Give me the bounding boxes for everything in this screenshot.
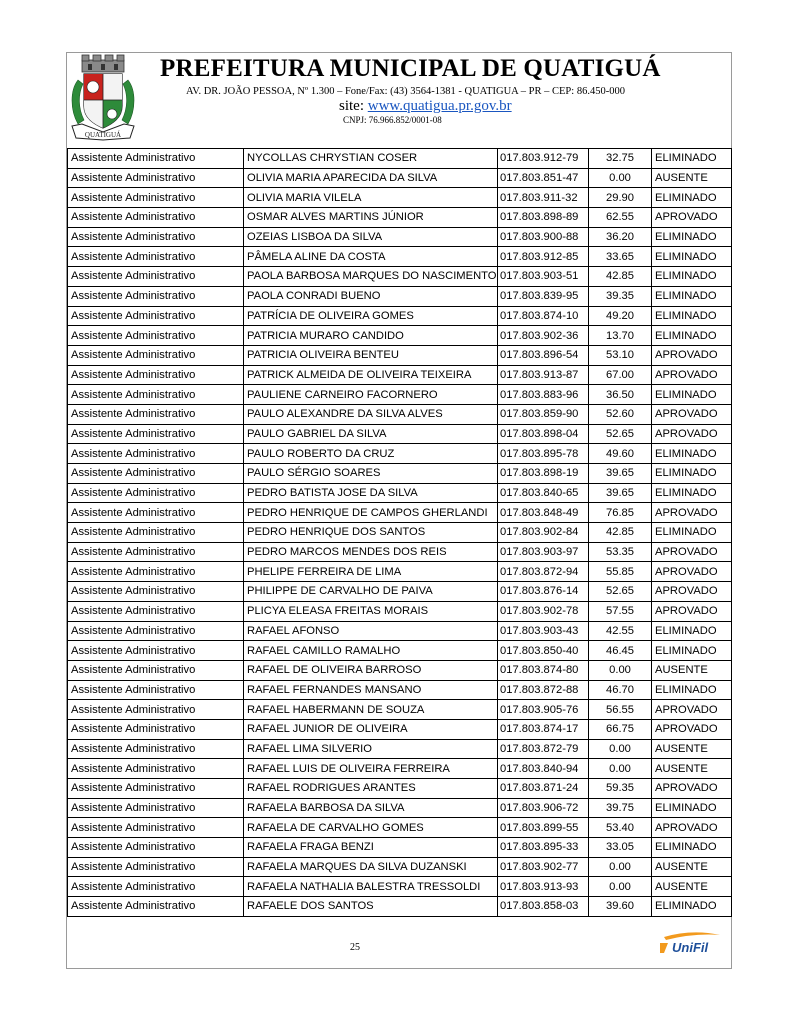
cargo-cell: Assistente Administrativo bbox=[68, 286, 244, 306]
status-cell: AUSENTE bbox=[652, 660, 732, 680]
score-cell: 49.60 bbox=[589, 444, 652, 464]
status-cell: ELIMINADO bbox=[652, 897, 732, 917]
name-cell: OLIVIA MARIA APARECIDA DA SILVA bbox=[244, 168, 498, 188]
cargo-cell: Assistente Administrativo bbox=[68, 149, 244, 169]
name-cell: PAOLA BARBOSA MARQUES DO NASCIMENTO bbox=[244, 267, 498, 287]
score-cell: 39.65 bbox=[589, 483, 652, 503]
name-cell: OLIVIA MARIA VILELA bbox=[244, 188, 498, 208]
status-cell: AUSENTE bbox=[652, 739, 732, 759]
cargo-cell: Assistente Administrativo bbox=[68, 503, 244, 523]
table-row bbox=[68, 582, 732, 602]
table-row bbox=[68, 523, 732, 543]
registration-cell: 017.803.840-65 bbox=[498, 483, 589, 503]
registration-cell: 017.803.871-24 bbox=[498, 779, 589, 799]
registration-cell: 017.803.900-88 bbox=[498, 227, 589, 247]
name-cell: PATRICK ALMEIDA DE OLIVEIRA TEIXEIRA bbox=[244, 365, 498, 385]
score-cell: 46.70 bbox=[589, 680, 652, 700]
score-cell: 39.65 bbox=[589, 464, 652, 484]
registration-cell: 017.803.874-17 bbox=[498, 719, 589, 739]
status-cell: AUSENTE bbox=[652, 759, 732, 779]
score-cell: 39.35 bbox=[589, 286, 652, 306]
status-cell: ELIMINADO bbox=[652, 444, 732, 464]
registration-cell: 017.803.912-79 bbox=[498, 149, 589, 169]
registration-cell: 017.803.851-47 bbox=[498, 168, 589, 188]
table-row bbox=[68, 621, 732, 641]
score-cell: 42.55 bbox=[589, 621, 652, 641]
table-row bbox=[68, 542, 732, 562]
table-row bbox=[68, 601, 732, 621]
table-row bbox=[68, 562, 732, 582]
status-cell: ELIMINADO bbox=[652, 641, 732, 661]
score-cell: 57.55 bbox=[589, 601, 652, 621]
cargo-cell: Assistente Administrativo bbox=[68, 798, 244, 818]
score-cell: 67.00 bbox=[589, 365, 652, 385]
status-cell: APROVADO bbox=[652, 208, 732, 228]
name-cell: RAFAEL CAMILLO RAMALHO bbox=[244, 641, 498, 661]
site-link[interactable]: www.quatigua.pr.gov.br bbox=[367, 98, 512, 114]
crest-ribbon-text: QUATIGUÁ bbox=[84, 131, 122, 139]
status-cell: ELIMINADO bbox=[652, 188, 732, 208]
score-cell: 0.00 bbox=[589, 660, 652, 680]
cnpj-line: CNPJ: 76.966.852/0001-08 bbox=[343, 115, 442, 125]
table-row bbox=[68, 385, 732, 405]
registration-cell: 017.803.898-04 bbox=[498, 424, 589, 444]
table-row bbox=[68, 365, 732, 385]
cargo-cell: Assistente Administrativo bbox=[68, 759, 244, 779]
table-row bbox=[68, 345, 732, 365]
name-cell: NYCOLLAS CHRYSTIAN COSER bbox=[244, 149, 498, 169]
score-cell: 46.45 bbox=[589, 641, 652, 661]
status-cell: AUSENTE bbox=[652, 877, 732, 897]
score-cell: 53.35 bbox=[589, 542, 652, 562]
cargo-cell: Assistente Administrativo bbox=[68, 719, 244, 739]
status-cell: APROVADO bbox=[652, 779, 732, 799]
score-cell: 55.85 bbox=[589, 562, 652, 582]
registration-cell: 017.803.872-88 bbox=[498, 680, 589, 700]
cargo-cell: Assistente Administrativo bbox=[68, 385, 244, 405]
score-cell: 62.55 bbox=[589, 208, 652, 228]
registration-cell: 017.803.895-33 bbox=[498, 838, 589, 858]
table-row bbox=[68, 857, 732, 877]
registration-cell: 017.803.858-03 bbox=[498, 897, 589, 917]
status-cell: APROVADO bbox=[652, 719, 732, 739]
cargo-cell: Assistente Administrativo bbox=[68, 838, 244, 858]
registration-cell: 017.803.848-49 bbox=[498, 503, 589, 523]
name-cell: RAFAEL AFONSO bbox=[244, 621, 498, 641]
results-table-body bbox=[68, 149, 732, 917]
status-cell: ELIMINADO bbox=[652, 483, 732, 503]
table-row bbox=[68, 503, 732, 523]
table-row bbox=[68, 759, 732, 779]
cargo-cell: Assistente Administrativo bbox=[68, 700, 244, 720]
site-line bbox=[339, 98, 512, 115]
cargo-cell: Assistente Administrativo bbox=[68, 641, 244, 661]
registration-cell: 017.803.874-80 bbox=[498, 660, 589, 680]
registration-cell: 017.803.859-90 bbox=[498, 404, 589, 424]
score-cell: 49.20 bbox=[589, 306, 652, 326]
registration-cell: 017.803.898-89 bbox=[498, 208, 589, 228]
table-row bbox=[68, 897, 732, 917]
table-row bbox=[68, 660, 732, 680]
cargo-cell: Assistente Administrativo bbox=[68, 424, 244, 444]
table-row bbox=[68, 404, 732, 424]
status-cell: APROVADO bbox=[652, 818, 732, 838]
score-cell: 36.20 bbox=[589, 227, 652, 247]
cargo-cell: Assistente Administrativo bbox=[68, 168, 244, 188]
status-cell: APROVADO bbox=[652, 503, 732, 523]
cargo-cell: Assistente Administrativo bbox=[68, 660, 244, 680]
unifil-logo-text: UniFil bbox=[672, 940, 709, 955]
status-cell: APROVADO bbox=[652, 601, 732, 621]
table-row bbox=[68, 149, 732, 169]
table-row bbox=[68, 483, 732, 503]
table-row bbox=[68, 798, 732, 818]
cargo-cell: Assistente Administrativo bbox=[68, 562, 244, 582]
name-cell: RAFAEL JUNIOR DE OLIVEIRA bbox=[244, 719, 498, 739]
score-cell: 0.00 bbox=[589, 739, 652, 759]
score-cell: 52.65 bbox=[589, 424, 652, 444]
table-row bbox=[68, 838, 732, 858]
score-cell: 39.75 bbox=[589, 798, 652, 818]
table-row bbox=[68, 464, 732, 484]
table-row bbox=[68, 444, 732, 464]
name-cell: RAFAEL LUIS DE OLIVEIRA FERREIRA bbox=[244, 759, 498, 779]
registration-cell: 017.803.899-55 bbox=[498, 818, 589, 838]
registration-cell: 017.803.895-78 bbox=[498, 444, 589, 464]
status-cell: APROVADO bbox=[652, 365, 732, 385]
municipal-crest bbox=[68, 54, 138, 142]
name-cell: RAFAELE DOS SANTOS bbox=[244, 897, 498, 917]
cargo-cell: Assistente Administrativo bbox=[68, 779, 244, 799]
registration-cell: 017.803.874-10 bbox=[498, 306, 589, 326]
cargo-cell: Assistente Administrativo bbox=[68, 897, 244, 917]
unifil-logo bbox=[658, 931, 728, 955]
status-cell: APROVADO bbox=[652, 404, 732, 424]
table-row bbox=[68, 680, 732, 700]
name-cell: RAFAEL DE OLIVEIRA BARROSO bbox=[244, 660, 498, 680]
cargo-cell: Assistente Administrativo bbox=[68, 601, 244, 621]
cargo-cell: Assistente Administrativo bbox=[68, 227, 244, 247]
registration-cell: 017.803.902-84 bbox=[498, 523, 589, 543]
table-row bbox=[68, 641, 732, 661]
registration-cell: 017.803.903-43 bbox=[498, 621, 589, 641]
table-row bbox=[68, 208, 732, 228]
registration-cell: 017.803.850-40 bbox=[498, 641, 589, 661]
registration-cell: 017.803.912-85 bbox=[498, 247, 589, 267]
registration-cell: 017.803.872-94 bbox=[498, 562, 589, 582]
name-cell: RAFAEL LIMA SILVERIO bbox=[244, 739, 498, 759]
registration-cell: 017.803.903-97 bbox=[498, 542, 589, 562]
results-table bbox=[67, 148, 732, 917]
name-cell: PHILIPPE DE CARVALHO DE PAIVA bbox=[244, 582, 498, 602]
status-cell: APROVADO bbox=[652, 542, 732, 562]
name-cell: PEDRO MARCOS MENDES DOS REIS bbox=[244, 542, 498, 562]
score-cell: 32.75 bbox=[589, 149, 652, 169]
name-cell: PAULO ROBERTO DA CRUZ bbox=[244, 444, 498, 464]
cargo-cell: Assistente Administrativo bbox=[68, 188, 244, 208]
cargo-cell: Assistente Administrativo bbox=[68, 621, 244, 641]
score-cell: 0.00 bbox=[589, 168, 652, 188]
status-cell: APROVADO bbox=[652, 424, 732, 444]
status-cell: APROVADO bbox=[652, 562, 732, 582]
score-cell: 53.10 bbox=[589, 345, 652, 365]
name-cell: PEDRO HENRIQUE DE CAMPOS GHERLANDI bbox=[244, 503, 498, 523]
registration-cell: 017.803.911-32 bbox=[498, 188, 589, 208]
table-row bbox=[68, 739, 732, 759]
registration-cell: 017.803.903-51 bbox=[498, 267, 589, 287]
score-cell: 52.65 bbox=[589, 582, 652, 602]
table-row bbox=[68, 306, 732, 326]
score-cell: 33.65 bbox=[589, 247, 652, 267]
status-cell: ELIMINADO bbox=[652, 326, 732, 346]
name-cell: RAFAELA BARBOSA DA SILVA bbox=[244, 798, 498, 818]
name-cell: RAFAEL RODRIGUES ARANTES bbox=[244, 779, 498, 799]
cargo-cell: Assistente Administrativo bbox=[68, 739, 244, 759]
name-cell: PHELIPE FERREIRA DE LIMA bbox=[244, 562, 498, 582]
name-cell: RAFAEL FERNANDES MANSANO bbox=[244, 680, 498, 700]
score-cell: 42.85 bbox=[589, 523, 652, 543]
cargo-cell: Assistente Administrativo bbox=[68, 582, 244, 602]
name-cell: PEDRO BATISTA JOSE DA SILVA bbox=[244, 483, 498, 503]
table-row bbox=[68, 779, 732, 799]
table-row bbox=[68, 188, 732, 208]
name-cell: PATRÍCIA DE OLIVEIRA GOMES bbox=[244, 306, 498, 326]
status-cell: ELIMINADO bbox=[652, 385, 732, 405]
cargo-cell: Assistente Administrativo bbox=[68, 444, 244, 464]
status-cell: AUSENTE bbox=[652, 168, 732, 188]
status-cell: ELIMINADO bbox=[652, 227, 732, 247]
status-cell: ELIMINADO bbox=[652, 286, 732, 306]
cargo-cell: Assistente Administrativo bbox=[68, 877, 244, 897]
table-row bbox=[68, 286, 732, 306]
cargo-cell: Assistente Administrativo bbox=[68, 326, 244, 346]
status-cell: ELIMINADO bbox=[652, 149, 732, 169]
cargo-cell: Assistente Administrativo bbox=[68, 483, 244, 503]
table-row bbox=[68, 168, 732, 188]
name-cell: PAULO SÉRGIO SOARES bbox=[244, 464, 498, 484]
registration-cell: 017.803.840-94 bbox=[498, 759, 589, 779]
status-cell: ELIMINADO bbox=[652, 267, 732, 287]
status-cell: AUSENTE bbox=[652, 857, 732, 877]
table-row bbox=[68, 267, 732, 287]
name-cell: RAFAELA NATHALIA BALESTRA TRESSOLDI bbox=[244, 877, 498, 897]
score-cell: 36.50 bbox=[589, 385, 652, 405]
score-cell: 33.05 bbox=[589, 838, 652, 858]
status-cell: ELIMINADO bbox=[652, 798, 732, 818]
site-label: site: bbox=[339, 98, 368, 114]
table-row bbox=[68, 326, 732, 346]
registration-cell: 017.803.872-79 bbox=[498, 739, 589, 759]
cargo-cell: Assistente Administrativo bbox=[68, 345, 244, 365]
score-cell: 53.40 bbox=[589, 818, 652, 838]
cargo-cell: Assistente Administrativo bbox=[68, 306, 244, 326]
cargo-cell: Assistente Administrativo bbox=[68, 542, 244, 562]
registration-cell: 017.803.902-77 bbox=[498, 857, 589, 877]
status-cell: ELIMINADO bbox=[652, 306, 732, 326]
registration-cell: 017.803.905-76 bbox=[498, 700, 589, 720]
cargo-cell: Assistente Administrativo bbox=[68, 208, 244, 228]
table-row bbox=[68, 719, 732, 739]
table-row bbox=[68, 227, 732, 247]
status-cell: APROVADO bbox=[652, 582, 732, 602]
status-cell: APROVADO bbox=[652, 345, 732, 365]
name-cell: PAOLA CONRADI BUENO bbox=[244, 286, 498, 306]
status-cell: ELIMINADO bbox=[652, 247, 732, 267]
score-cell: 76.85 bbox=[589, 503, 652, 523]
score-cell: 52.60 bbox=[589, 404, 652, 424]
status-cell: APROVADO bbox=[652, 700, 732, 720]
score-cell: 56.55 bbox=[589, 700, 652, 720]
cargo-cell: Assistente Administrativo bbox=[68, 464, 244, 484]
name-cell: RAFAELA FRAGA BENZI bbox=[244, 838, 498, 858]
name-cell: OSMAR ALVES MARTINS JÚNIOR bbox=[244, 208, 498, 228]
name-cell: PATRICIA OLIVEIRA BENTEU bbox=[244, 345, 498, 365]
registration-cell: 017.803.839-95 bbox=[498, 286, 589, 306]
name-cell: RAFAEL HABERMANN DE SOUZA bbox=[244, 700, 498, 720]
cargo-cell: Assistente Administrativo bbox=[68, 404, 244, 424]
table-row bbox=[68, 247, 732, 267]
name-cell: PLICYA ELEASA FREITAS MORAIS bbox=[244, 601, 498, 621]
name-cell: PATRICIA MURARO CANDIDO bbox=[244, 326, 498, 346]
registration-cell: 017.803.913-93 bbox=[498, 877, 589, 897]
page-title: PREFEITURA MUNICIPAL DE QUATIGUÁ bbox=[160, 55, 661, 82]
table-row bbox=[68, 818, 732, 838]
name-cell: PAULO GABRIEL DA SILVA bbox=[244, 424, 498, 444]
registration-cell: 017.803.883-96 bbox=[498, 385, 589, 405]
score-cell: 0.00 bbox=[589, 877, 652, 897]
table-row bbox=[68, 424, 732, 444]
name-cell: PÂMELA ALINE DA COSTA bbox=[244, 247, 498, 267]
score-cell: 13.70 bbox=[589, 326, 652, 346]
registration-cell: 017.803.896-54 bbox=[498, 345, 589, 365]
cargo-cell: Assistente Administrativo bbox=[68, 680, 244, 700]
cargo-cell: Assistente Administrativo bbox=[68, 247, 244, 267]
score-cell: 66.75 bbox=[589, 719, 652, 739]
name-cell: PAULO ALEXANDRE DA SILVA ALVES bbox=[244, 404, 498, 424]
score-cell: 39.60 bbox=[589, 897, 652, 917]
name-cell: RAFAELA MARQUES DA SILVA DUZANSKI bbox=[244, 857, 498, 877]
name-cell: OZEIAS LISBOA DA SILVA bbox=[244, 227, 498, 247]
registration-cell: 017.803.913-87 bbox=[498, 365, 589, 385]
status-cell: ELIMINADO bbox=[652, 523, 732, 543]
registration-cell: 017.803.906-72 bbox=[498, 798, 589, 818]
name-cell: RAFAELA DE CARVALHO GOMES bbox=[244, 818, 498, 838]
page-number: 25 bbox=[350, 942, 360, 953]
table-row bbox=[68, 877, 732, 897]
table-row bbox=[68, 700, 732, 720]
name-cell: PEDRO HENRIQUE DOS SANTOS bbox=[244, 523, 498, 543]
status-cell: ELIMINADO bbox=[652, 680, 732, 700]
name-cell: PAULIENE CARNEIRO FACORNERO bbox=[244, 385, 498, 405]
registration-cell: 017.803.902-36 bbox=[498, 326, 589, 346]
cargo-cell: Assistente Administrativo bbox=[68, 523, 244, 543]
registration-cell: 017.803.898-19 bbox=[498, 464, 589, 484]
score-cell: 0.00 bbox=[589, 759, 652, 779]
status-cell: ELIMINADO bbox=[652, 838, 732, 858]
cargo-cell: Assistente Administrativo bbox=[68, 857, 244, 877]
cargo-cell: Assistente Administrativo bbox=[68, 818, 244, 838]
score-cell: 0.00 bbox=[589, 857, 652, 877]
score-cell: 42.85 bbox=[589, 267, 652, 287]
cargo-cell: Assistente Administrativo bbox=[68, 267, 244, 287]
score-cell: 59.35 bbox=[589, 779, 652, 799]
registration-cell: 017.803.902-78 bbox=[498, 601, 589, 621]
status-cell: ELIMINADO bbox=[652, 464, 732, 484]
score-cell: 29.90 bbox=[589, 188, 652, 208]
cargo-cell: Assistente Administrativo bbox=[68, 365, 244, 385]
address-line: AV. DR. JOÃO PESSOA, Nº 1.300 – Fone/Fax: (43) 3564-1381 - QUATIGUA – PR – CEP: 86.450-000 bbox=[186, 86, 625, 97]
registration-cell: 017.803.876-14 bbox=[498, 582, 589, 602]
status-cell: ELIMINADO bbox=[652, 621, 732, 641]
